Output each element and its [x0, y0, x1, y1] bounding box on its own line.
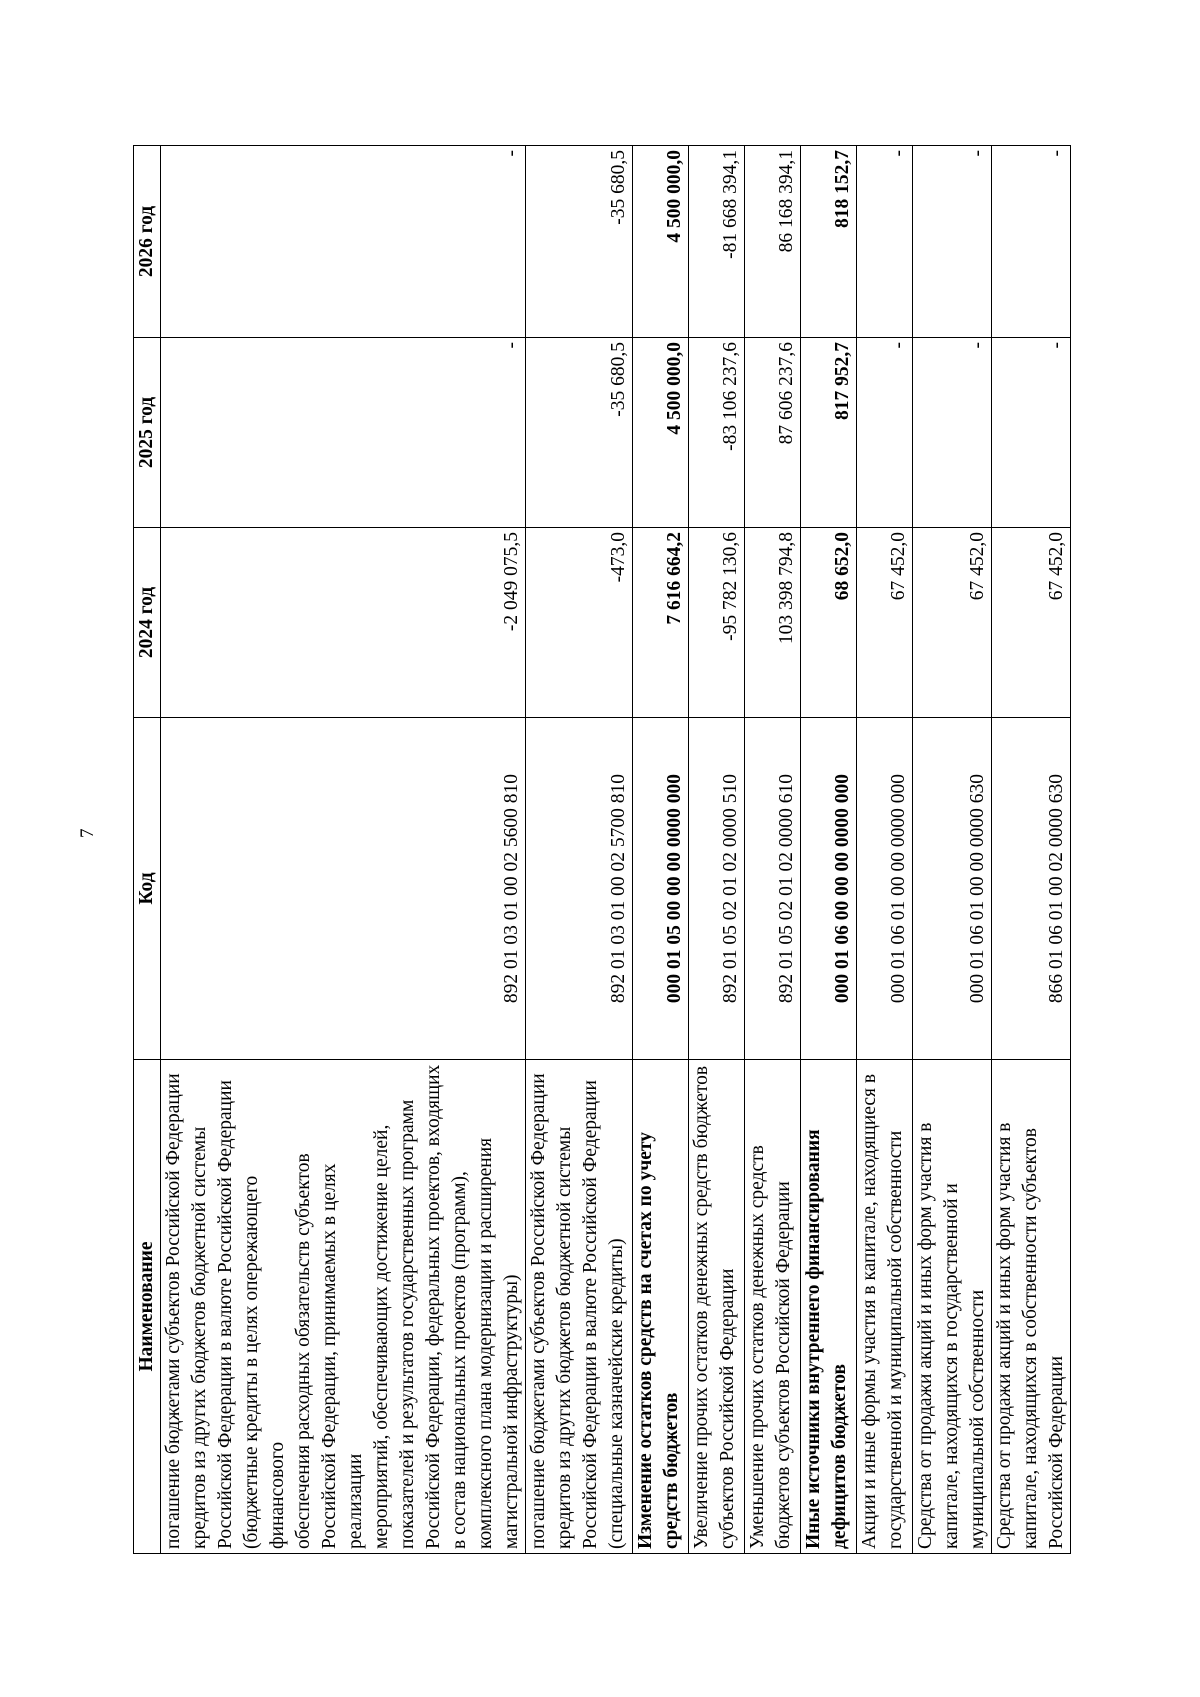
- page-number: 7: [77, 828, 98, 838]
- header-name: Наименование: [134, 1060, 161, 1554]
- row-code: 000 01 06 01 00 00 0000 630: [912, 718, 991, 1060]
- row-value-2024: 67 452,0: [912, 528, 991, 718]
- row-value-2026: 818 152,7: [800, 146, 856, 338]
- row-value-2025: -: [912, 338, 991, 528]
- table-row: [912, 146, 991, 1554]
- row-value-2026: 86 168 394,1: [744, 146, 800, 338]
- table-row: [744, 146, 800, 1554]
- row-value-2026: -81 668 394,1: [688, 146, 744, 338]
- row-name: Изменение остатков средств на счетах по учету средств бюджетов: [632, 1060, 688, 1554]
- row-value-2024: -2 049 075,5: [161, 528, 526, 718]
- row-name: Средства от продажи акций и иных форм участия в капитале, находящихся в государственной и муниципальной собственности: [912, 1060, 991, 1554]
- row-name: Увеличение прочих остатков денежных средств бюджетов субъектов Российской Федерации: [688, 1060, 744, 1554]
- row-value-2026: -: [912, 146, 991, 338]
- table-row: [856, 146, 912, 1554]
- row-value-2026: -: [991, 146, 1070, 338]
- row-name: Иные источники внутреннего финансирования дефицитов бюджетов: [800, 1060, 856, 1554]
- row-code: 892 01 05 02 01 02 0000 510: [688, 718, 744, 1060]
- row-value-2024: -473,0: [526, 528, 632, 718]
- row-value-2025: 817 952,7: [800, 338, 856, 528]
- header-code: Код: [134, 718, 161, 1060]
- row-value-2025: -: [856, 338, 912, 528]
- row-value-2024: 103 398 794,8: [744, 528, 800, 718]
- row-value-2026: -: [161, 146, 526, 338]
- table-row: [800, 146, 856, 1554]
- row-name: погашение бюджетами субъектов Российской Федерации кредитов из других бюджетов бюджетной системы Российской Федерации в валюте Российской Федерации (специальные казначейские кредиты): [526, 1060, 632, 1554]
- row-code: 866 01 06 01 00 02 0000 630: [991, 718, 1070, 1060]
- row-value-2024: 67 452,0: [991, 528, 1070, 718]
- row-name: Уменьшение прочих остатков денежных средств бюджетов субъектов Российской Федерации: [744, 1060, 800, 1554]
- row-code: 000 01 05 00 00 00 0000 000: [632, 718, 688, 1060]
- table-row: [632, 146, 688, 1554]
- table-row: [526, 146, 632, 1554]
- row-value-2025: -: [991, 338, 1070, 528]
- row-code: 000 01 06 00 00 00 0000 000: [800, 718, 856, 1060]
- table-row: [688, 146, 744, 1554]
- row-value-2025: -35 680,5: [526, 338, 632, 528]
- table-row: [161, 146, 526, 1554]
- row-value-2024: -95 782 130,6: [688, 528, 744, 718]
- table-header-row: [134, 146, 161, 1554]
- budget-sources-table: [133, 145, 1071, 1554]
- row-value-2026: 4 500 000,0: [632, 146, 688, 338]
- row-value-2024: 67 452,0: [856, 528, 912, 718]
- row-value-2025: 87 606 237,6: [744, 338, 800, 528]
- row-value-2025: -83 106 237,6: [688, 338, 744, 528]
- rotated-table-container: [133, 146, 1071, 1554]
- header-2024: 2024 год: [134, 528, 161, 718]
- row-code: 892 01 05 02 01 02 0000 610: [744, 718, 800, 1060]
- header-2026: 2026 год: [134, 146, 161, 338]
- row-value-2024: 68 652,0: [800, 528, 856, 718]
- row-name: Средства от продажи акций и иных форм участия в капитале, находящихся в собственности субъектов Российской Федерации: [991, 1060, 1070, 1554]
- row-value-2026: -: [856, 146, 912, 338]
- row-code: 892 01 03 01 00 02 5600 810: [161, 718, 526, 1060]
- row-value-2026: -35 680,5: [526, 146, 632, 338]
- row-code: 000 01 06 01 00 00 0000 000: [856, 718, 912, 1060]
- row-value-2024: 7 616 664,2: [632, 528, 688, 718]
- table-row: [991, 146, 1070, 1554]
- header-2025: 2025 год: [134, 338, 161, 528]
- row-name: Акции и иные формы участия в капитале, находящиеся в государственной и муниципальной собственности: [856, 1060, 912, 1554]
- row-code: 892 01 03 01 00 02 5700 810: [526, 718, 632, 1060]
- row-value-2025: -: [161, 338, 526, 528]
- row-name: погашение бюджетами субъектов Российской Федерации кредитов из других бюджетов бюджетной системы Российской Федерации в валюте Российской Федерации (бюджетные кредиты в целях опережающего финансового обеспечения расходных обязательств субъектов Российской Федерации, принимаемых в целях реализации мероприятий, обеспечивающих достижение целей, показателей и результатов государственных программ Российской Федерации, федеральных проектов, входящих в состав национальных проектов (программ), комплексного плана модернизации и расширения магистральной инфраструктуры): [161, 1060, 526, 1554]
- row-value-2025: 4 500 000,0: [632, 338, 688, 528]
